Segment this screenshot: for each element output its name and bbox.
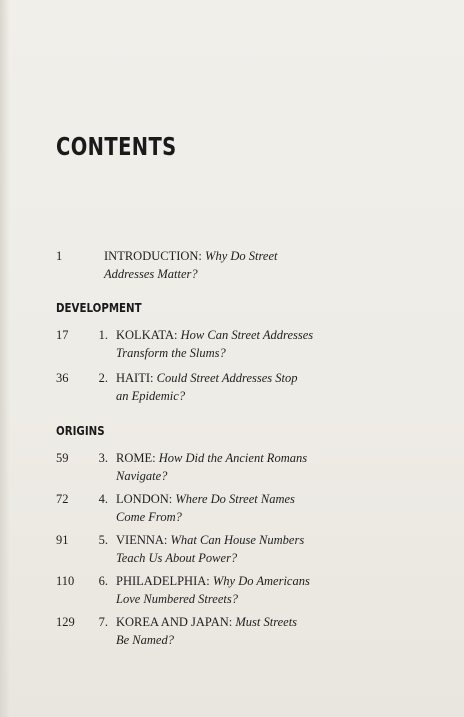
toc-place: KOLKATA: xyxy=(116,328,178,342)
toc-page-number: 17 xyxy=(56,328,69,342)
toc-entry-line-2: an Epidemic? xyxy=(116,389,186,403)
toc-place: PHILADELPHIA: xyxy=(116,574,210,588)
toc-page-number: 59 xyxy=(56,451,69,465)
toc-entry-line-1 xyxy=(116,449,376,467)
toc-chapter-number: 6. xyxy=(98,574,108,588)
toc-place: LONDON: xyxy=(116,492,173,506)
toc-place: KOREA AND JAPAN: xyxy=(116,615,233,629)
toc-entry-line-2: Love Numbered Streets? xyxy=(116,592,238,606)
toc-entry-line-2: Navigate? xyxy=(116,469,168,483)
toc-place: HAITI: xyxy=(116,371,154,385)
toc-entry-text xyxy=(116,490,376,526)
toc-chapter-number: 4. xyxy=(98,492,108,506)
toc-question: What Can House Numbers xyxy=(170,533,305,547)
toc-entry-line-1 xyxy=(116,326,376,344)
toc-chapter-number: 2. xyxy=(98,371,108,385)
toc-entry-line-1 xyxy=(116,490,376,508)
toc-page-number: 129 xyxy=(56,615,75,629)
toc-chapter-number: 3. xyxy=(98,451,108,465)
page-title: CONTENTS xyxy=(56,132,177,161)
toc-chapter-number: 1. xyxy=(98,328,108,342)
toc-entry-line-1 xyxy=(116,369,376,387)
toc-entry-line-2: Be Named? xyxy=(116,633,174,647)
toc-question: Where Do Street Names xyxy=(175,492,295,506)
toc-page-number: 36 xyxy=(56,371,69,385)
toc-page-number: 72 xyxy=(56,492,69,506)
toc-entry-text xyxy=(116,369,376,405)
toc-chapter-number: 7. xyxy=(98,615,108,629)
toc-entry-line-2: Addresses Matter? xyxy=(104,267,198,281)
toc-chapter-number: 5. xyxy=(98,533,108,547)
toc-question: How Did the Ancient Romans xyxy=(158,451,308,465)
page-gutter-shadow xyxy=(0,0,10,717)
toc-entry-line-1 xyxy=(116,531,376,549)
toc-entry-line-2: Come From? xyxy=(116,510,182,524)
toc-question: Must Streets xyxy=(235,615,298,629)
toc-entry-text xyxy=(116,449,376,485)
toc-entry-line-1 xyxy=(116,613,376,631)
toc-entry-line-1 xyxy=(116,572,376,590)
toc-entry-line-2: Teach Us About Power? xyxy=(116,551,238,565)
toc-question: How Can Street Addresses xyxy=(180,328,314,342)
toc-place: ROME: xyxy=(116,451,156,465)
toc-place: INTRODUCTION: xyxy=(104,249,202,263)
section-heading-origins: ORIGINS xyxy=(56,423,105,438)
toc-question: Why Do Americans xyxy=(212,574,310,588)
toc-entry-text xyxy=(116,326,376,362)
toc-page-number: 91 xyxy=(56,533,69,547)
toc-entry-text xyxy=(116,531,376,567)
toc-entry-text xyxy=(116,572,376,608)
toc-place: VIENNA: xyxy=(116,533,168,547)
toc-question: Could Street Addresses Stop xyxy=(156,371,298,385)
toc-page-number: 110 xyxy=(56,574,75,588)
section-heading-development: DEVELOPMENT xyxy=(56,300,142,315)
toc-entry-line-2: Transform the Slums? xyxy=(116,346,226,360)
toc-entry-text xyxy=(104,247,364,283)
toc-page-number: 1 xyxy=(56,249,63,263)
toc-entry-text xyxy=(116,613,376,649)
toc-entry-line-1 xyxy=(104,247,364,265)
toc-question: Why Do Street xyxy=(205,249,278,263)
